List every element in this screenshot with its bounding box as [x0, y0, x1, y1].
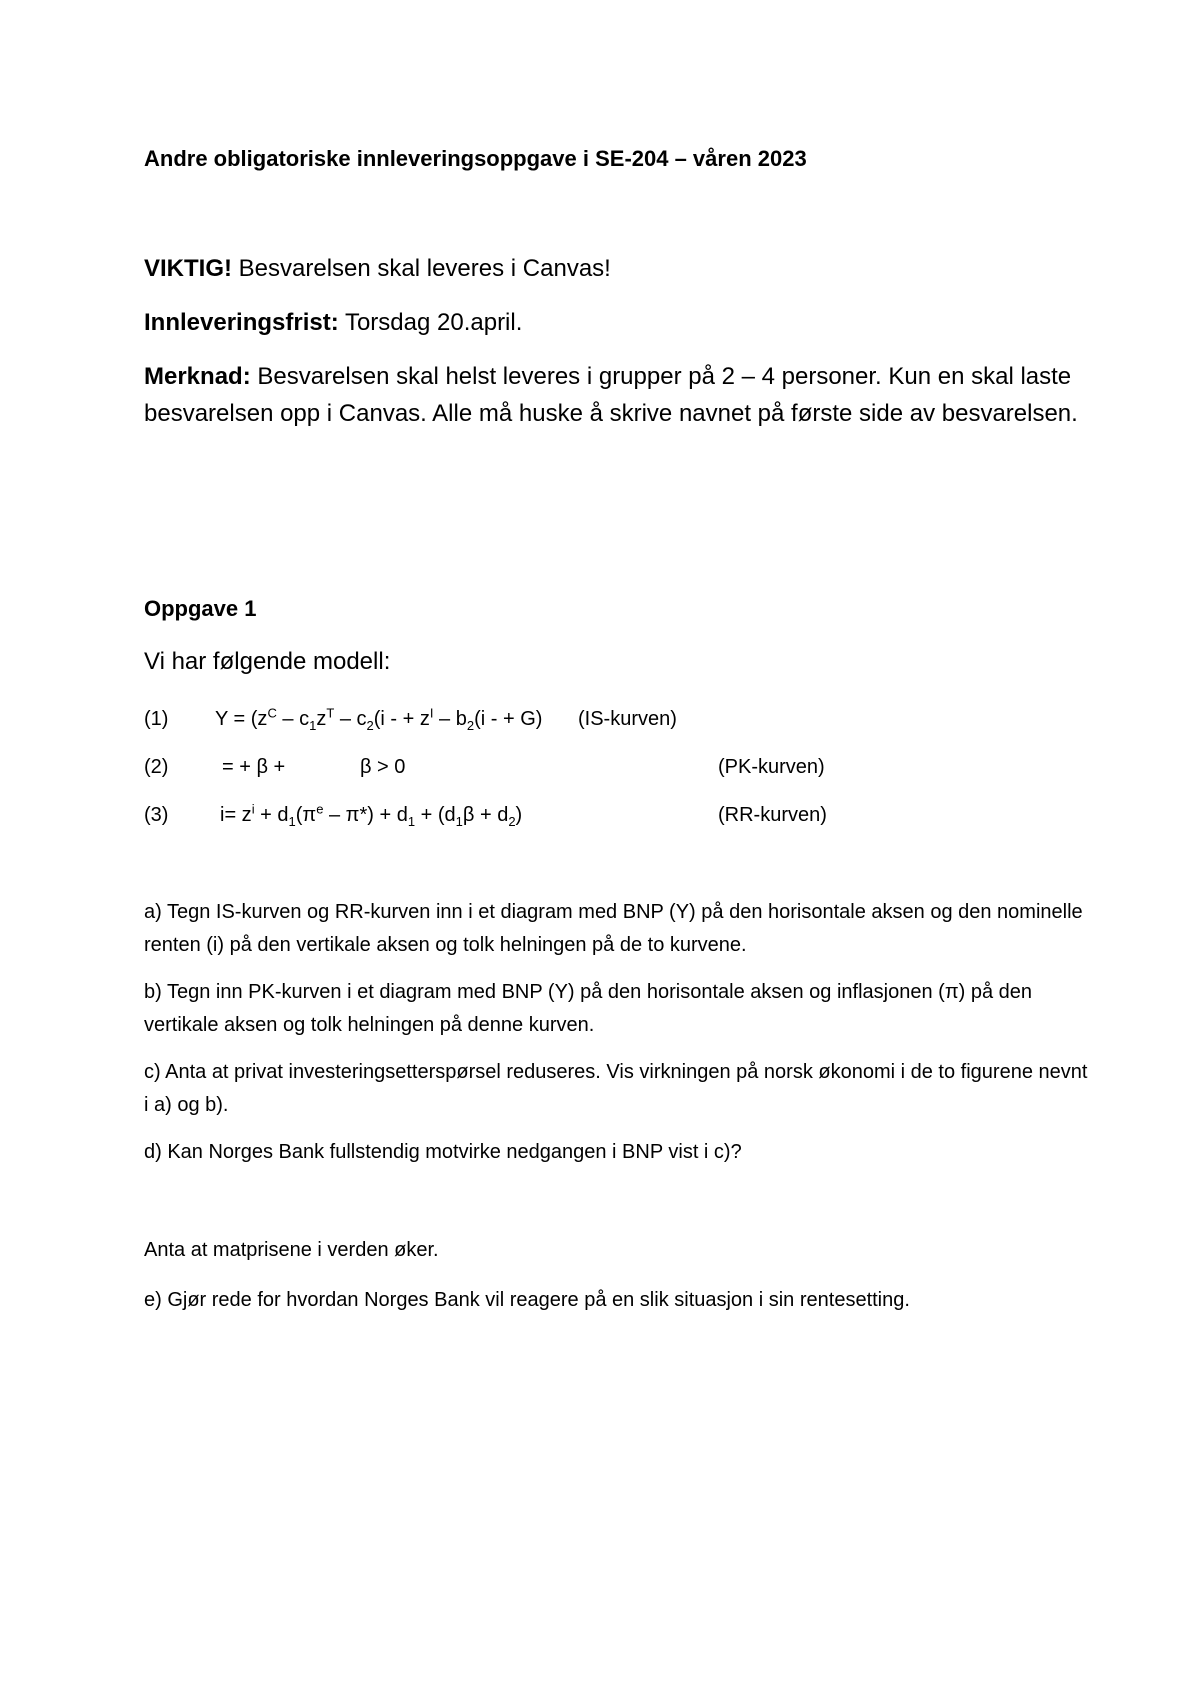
deadline-text: Torsdag 20.april. — [338, 309, 523, 336]
equation-1-tag: (IS-kurven) — [578, 708, 677, 730]
question-a: a) Tegn IS-kurven og RR-kurven inn i et diagram med BNP (Y) på den horisontale aksen og den nominelle renten (i) på den vertikale aksen og tolk helningen på de to kurvene. — [144, 901, 1083, 956]
equation-1-body: $Y = (z^C - c_1z^T - c_2(i$ - + $z^I - b_2(i$ - + G) — [215, 705, 543, 733]
model-intro: Vi har følgende modell: — [144, 648, 391, 675]
equation-2-number: (2) — [144, 756, 169, 778]
remark-text: Besvarelsen skal helst leveres i grupper på 2 – 4 personer. Kun en skal laste besvarelsen opp i Canvas. Alle må huske å skrive navnet på første side av besvarelsen. — [144, 363, 1078, 427]
equation-3-tag: (RR-kurven) — [718, 804, 827, 826]
task-heading: Oppgave 1 — [144, 596, 257, 621]
important-notice — [144, 250, 611, 287]
question-d: d) Kan Norges Bank fullstendig motvirke nedgangen i BNP vist i c)? — [144, 1141, 742, 1163]
important-text: Besvarelsen skal leveres i Canvas! — [232, 255, 611, 282]
question-b: b) Tegn inn PK-kurven i et diagram med BNP (Y) på den horisontale aksen og inflasjonen (π) på den vertikale aksen og tolk helningen på denne kurven. — [144, 981, 1033, 1036]
document-title: Andre obligatoriske innleveringsoppgave i SE-204 – våren 2023 — [144, 146, 807, 171]
equation-3-number: (3) — [144, 804, 169, 826]
deadline-line — [144, 304, 522, 341]
question-c: c) Anta at privat investeringsetterspørsel reduseres. Vis virkningen på norsk økonomi i de to figurene nevnt i a) og b). — [144, 1061, 1088, 1116]
equation-3-body: $i= z^i + d_1(\pi^e - \pi*) + d_1 + (d_1\beta + d_2)$ — [220, 801, 523, 829]
equation-2-tag: (PK-kurven) — [718, 756, 825, 778]
scenario-text: Anta at matprisene i verden øker. — [144, 1239, 439, 1261]
equation-2-body: = + β + — [222, 756, 286, 778]
equation-2-condition: β > 0 — [360, 756, 406, 778]
deadline-label: Innleveringsfrist: — [144, 309, 339, 336]
remark-label: Merknad: — [144, 363, 251, 390]
important-label: VIKTIG! — [144, 255, 232, 282]
equation-1-number: (1) — [144, 708, 169, 730]
question-e: e) Gjør rede for hvordan Norges Bank vil reagere på en slik situasjon i sin rentesetting. — [144, 1289, 910, 1311]
remark-paragraph — [144, 358, 1084, 432]
